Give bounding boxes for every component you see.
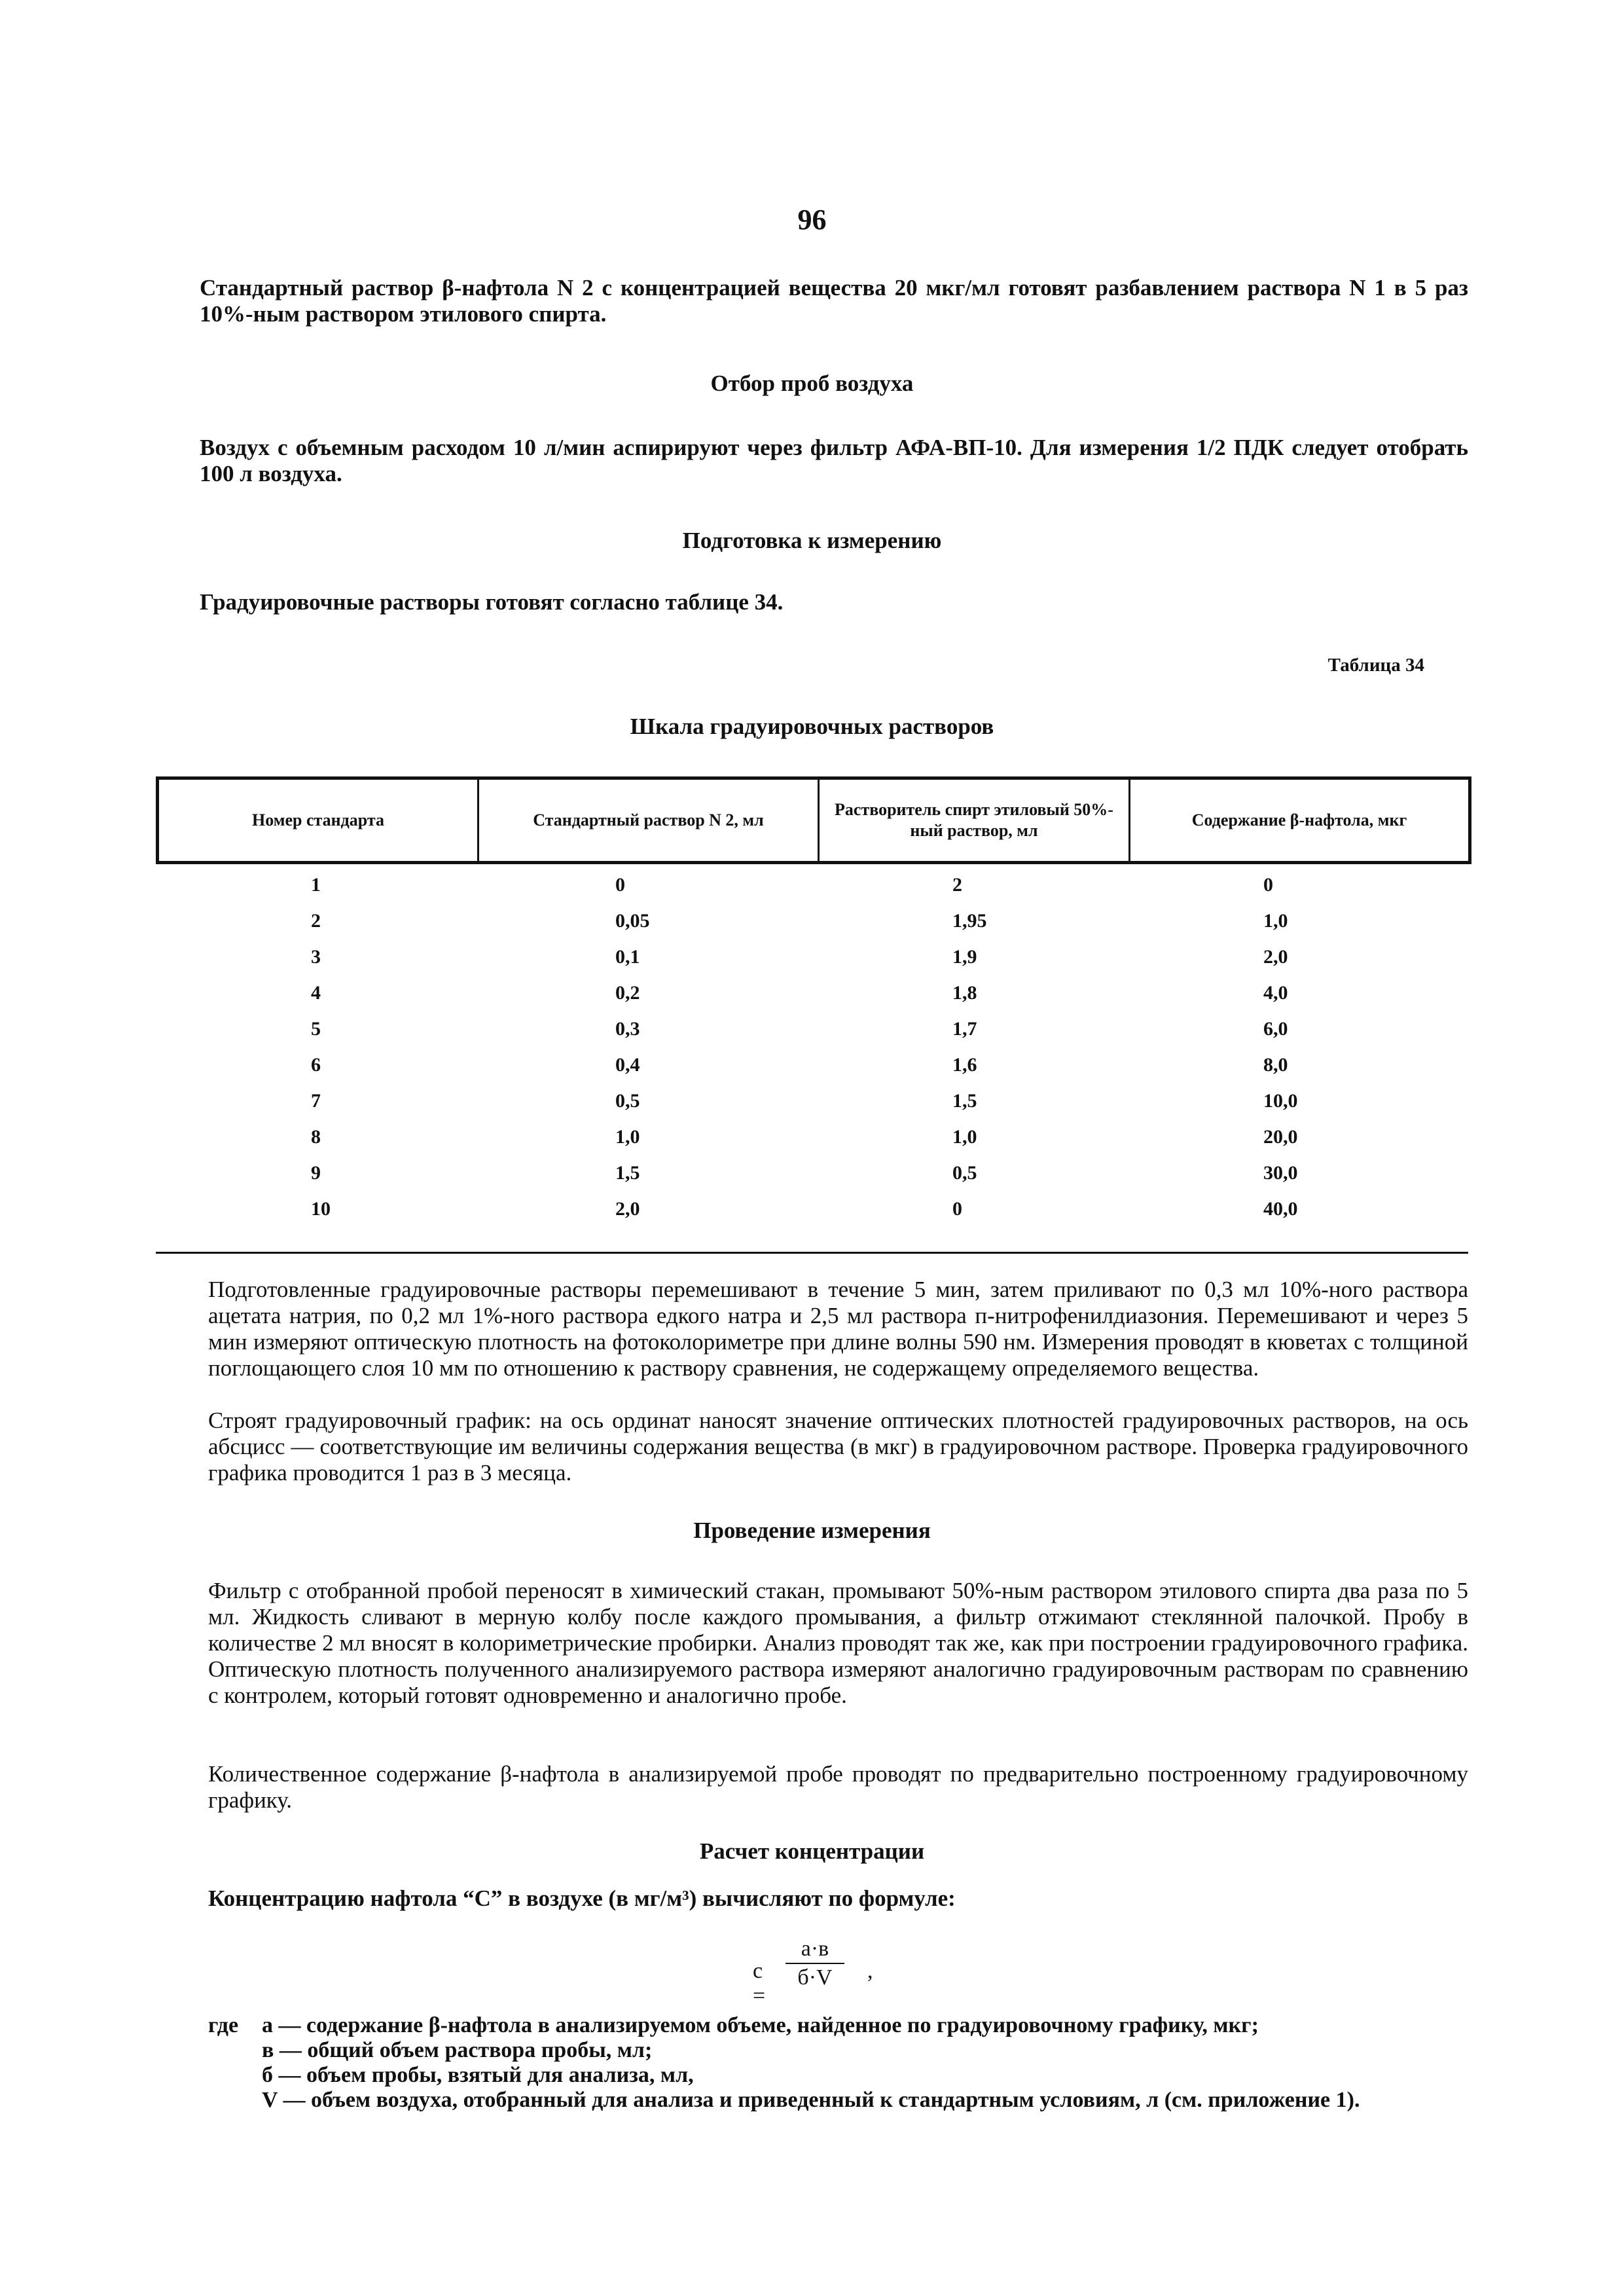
after-table-paragraph-2: Строят градуировочный график: на ось ординат наносят значение оптических плотностей градуировочных растворов, на ось абсцисс — соответствующие им величины содержания вещества (в мкг) в градуировочном растворе. Проверка градуировочного графика проводится 1 раз в 3 месяца. <box>208 1408 1468 1485</box>
definition-v: в — общий объем раствора пробы, мл; <box>262 2038 653 2062</box>
calibration-table-body <box>0 869 1624 1229</box>
table-cell: 1 <box>311 874 321 896</box>
table-cell: 0,3 <box>615 1018 640 1040</box>
table-cell: 0,1 <box>615 946 640 968</box>
definition-a: а — содержание β-нафтола в анализируемом объеме, найденное по градуировочному графику, мкг; <box>262 2013 1259 2037</box>
formula-lhs: c = <box>753 1959 766 2008</box>
table-cell: 8,0 <box>1263 1054 1288 1076</box>
page-number: 96 <box>797 204 827 236</box>
table-cell: 1,0 <box>952 1126 977 1148</box>
table-cell: 0 <box>1263 874 1273 896</box>
sampling-paragraph: Воздух с объемным расходом 10 л/мин аспирируют через фильтр АФА-ВП-10. Для измерения 1/2 ПДК следует отобрать 100 л воздуха. <box>200 435 1468 486</box>
table-cell: 0,05 <box>615 910 650 932</box>
header-standard-number: Номер стандарта <box>158 778 478 863</box>
table-cell: 3 <box>311 946 321 968</box>
table-row <box>0 905 1624 941</box>
table-cell: 1,6 <box>952 1054 977 1076</box>
table-cell: 8 <box>311 1126 321 1148</box>
table-cell: 1,0 <box>1263 910 1288 932</box>
formula-fraction <box>785 1937 844 1990</box>
preparation-heading: Подготовка к измерению <box>682 528 942 553</box>
table-cell: 2 <box>952 874 962 896</box>
table-cell: 5 <box>311 1018 321 1040</box>
table-cell: 1,5 <box>615 1162 640 1184</box>
formula-denominator: б·V <box>797 1965 833 1990</box>
table-cell: 7 <box>311 1090 321 1112</box>
table-cell: 0,5 <box>952 1162 977 1184</box>
table-cell: 10 <box>311 1198 331 1220</box>
table-cell: 1,9 <box>952 946 977 968</box>
table-cell: 6 <box>311 1054 321 1076</box>
sampling-heading: Отбор проб воздуха <box>710 371 914 396</box>
table-cell: 1,7 <box>952 1018 977 1040</box>
table-row <box>0 941 1624 977</box>
definition-volume: V — объем воздуха, отобранный для анализа и приведенный к стандартным условиям, л (см. приложение 1). <box>262 2088 1360 2112</box>
table-cell: 0,4 <box>615 1054 640 1076</box>
table-cell: 1,8 <box>952 982 977 1004</box>
header-standard-solution: Стандартный раствор N 2, мл <box>478 778 819 863</box>
table-bottom-rule <box>156 1252 1468 1254</box>
table-cell: 0 <box>952 1198 962 1220</box>
table-cell: 2,0 <box>615 1198 640 1220</box>
table-cell: 2 <box>311 910 321 932</box>
table-row <box>0 1013 1624 1049</box>
table-cell: 20,0 <box>1263 1126 1298 1148</box>
measurement-paragraph-1: Фильтр с отобранной пробой переносят в химический стакан, промывают 50%-ным раствором этилового спирта два раза по 5 мл. Жидкость сливают в мерную колбу после каждого промывания, а фильтр отжимают стеклянной палочкой. Пробу в количестве 2 мл вносят в колориметрические пробирки. Анализ проводят так же, как при построении градуировочного графика. Оптическую плотность полученного анализируемого раствора измеряют аналогично градуировочным растворам по сравнению с контролем, который готовят одновременно и аналогично пробе. <box>208 1578 1468 1708</box>
table-row <box>0 1121 1624 1157</box>
calculation-heading: Расчет концентрации <box>699 1838 925 1864</box>
table-cell: 1,0 <box>615 1126 640 1148</box>
header-solvent: Растворитель спирт этиловый 50%-ный раствор, мл <box>819 778 1130 863</box>
table-cell: 1,5 <box>952 1090 977 1112</box>
table-cell: 30,0 <box>1263 1162 1298 1184</box>
table-cell: 4,0 <box>1263 982 1288 1004</box>
calculation-paragraph: Концентрацию нафтола “С” в воздухе (в мг/м³) вычисляют по формуле: <box>208 1886 956 1911</box>
table-cell: 4 <box>311 982 321 1004</box>
table-cell: 9 <box>311 1162 321 1184</box>
table-label: Таблица 34 <box>1327 655 1424 676</box>
table-row <box>0 869 1624 905</box>
table-cell: 0 <box>615 874 625 896</box>
after-table-paragraph-1: Подготовленные градуировочные растворы перемешивают в течение 5 мин, затем приливают по 0,3 мл 10%-ного раствора ацетата натрия, по 0,2 мл 1%-ного раствора едкого натра и 2,5 мл раствора п-нитрофенилдиазония. Перемешивают и через 5 мин измеряют оптическую плотность на фотоколориметре при длине волны 590 нм. Измерения проводят в кюветах с толщиной поглощающего слоя 10 мм по отношению к раствору сравнения, не содержащему определяемого вещества. <box>208 1277 1468 1381</box>
preparation-paragraph: Градуировочные растворы готовят согласно таблице 34. <box>200 589 784 615</box>
table-cell: 0,5 <box>615 1090 640 1112</box>
formula-numerator: а·в <box>785 1937 844 1964</box>
where-label: где <box>208 2013 239 2037</box>
header-naphthol-content: Содержание β-нафтола, мкг <box>1130 778 1470 863</box>
table-row <box>0 977 1624 1013</box>
calibration-table-header <box>156 776 1471 864</box>
measurement-heading: Проведение измерения <box>693 1518 931 1543</box>
table-row <box>0 1049 1624 1085</box>
table-row <box>0 1157 1624 1193</box>
intro-paragraph: Стандартный раствор β-нафтола N 2 с концентрацией вещества 20 мкг/мл готовят разбавлением раствора N 1 в 5 раз 10%-ным раствором этилового спирта. <box>200 275 1468 327</box>
measurement-paragraph-2: Количественное содержание β-нафтола в анализируемой пробе проводят по предварительно построенному градуировочному графику. <box>208 1761 1468 1813</box>
table-cell: 1,95 <box>952 910 987 932</box>
definition-b: б — объем пробы, взятый для анализа, мл, <box>262 2063 694 2087</box>
table-cell: 40,0 <box>1263 1198 1298 1220</box>
table-cell: 2,0 <box>1263 946 1288 968</box>
table-cell: 10,0 <box>1263 1090 1298 1112</box>
table-row <box>0 1193 1624 1229</box>
formula-tail: , <box>867 1959 873 1983</box>
table-row <box>0 1085 1624 1121</box>
table-cell: 6,0 <box>1263 1018 1288 1040</box>
table-title: Шкала градуировочных растворов <box>630 714 994 739</box>
table-cell: 0,2 <box>615 982 640 1004</box>
